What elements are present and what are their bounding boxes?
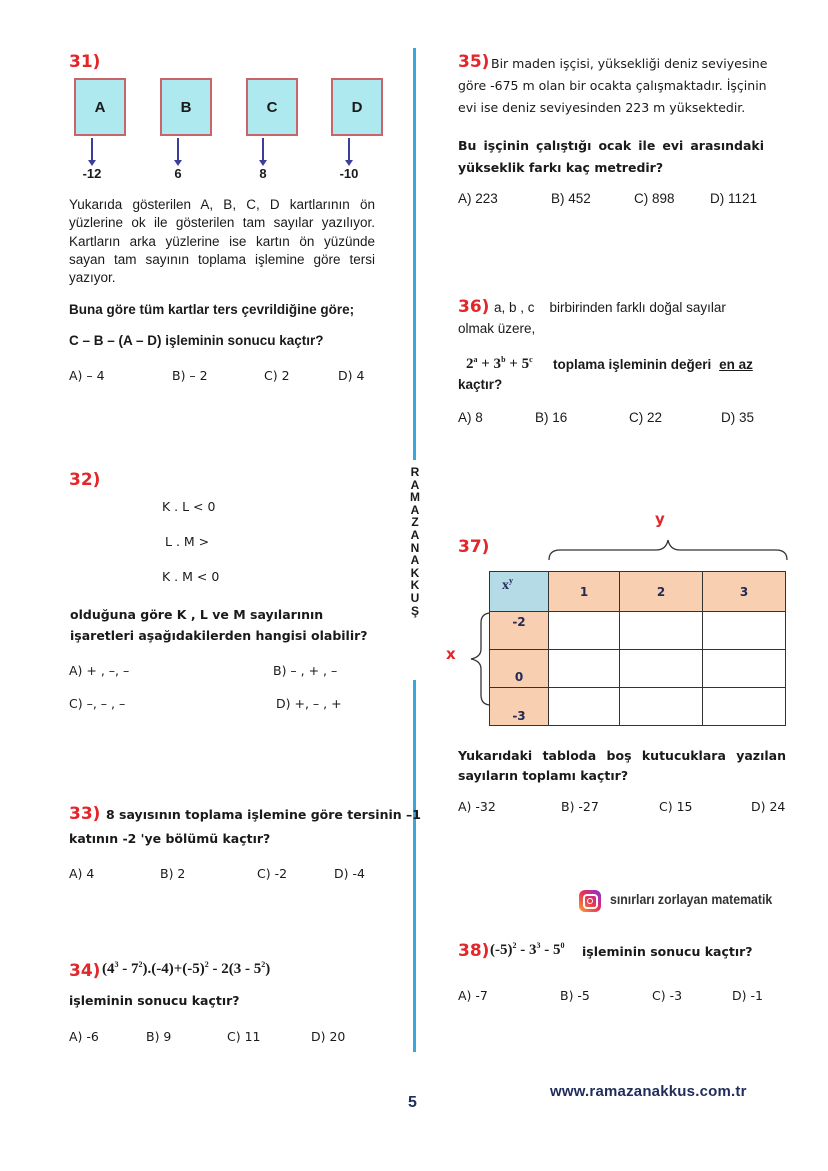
math-expression	[466, 355, 533, 373]
question-prompt: Yukarıdaki tabloda boş kutucuklara yazılan sayıların toplamı kaçtır?	[458, 748, 786, 783]
option-d[interactable]: D) 1121	[710, 191, 758, 206]
corner-exponent: y	[509, 576, 513, 585]
option-d[interactable]: D) 35	[721, 410, 755, 425]
prompt-emphasis: en az	[719, 357, 753, 372]
option-c[interactable]: C) 898	[634, 191, 675, 206]
exponent: 2	[204, 960, 209, 969]
option-d[interactable]: D) +, – , +	[276, 696, 342, 711]
author-letter: A	[410, 477, 420, 492]
option-a[interactable]: A) -7	[458, 988, 488, 1003]
power-table	[489, 571, 786, 726]
option-b[interactable]: B) 2	[160, 866, 186, 881]
card-c: C	[246, 78, 298, 136]
author-letter: N	[410, 540, 420, 555]
question-text: katının -2 'ye bölümü kaçtır?	[69, 831, 271, 846]
question-text: Yukarıda gösterilen A, B, C, D kartlarının ön yüzlerine ok ile gösterilen tam sayılar yazılıyor. Kartların arka yüzlerine ise kartın ön yüzünde sayan tam sayının toplama işlemine göre tersi yazıyor.	[69, 197, 375, 286]
question-number: 38)	[458, 941, 490, 961]
question-number: 31)	[69, 52, 101, 72]
arrow-down-icon	[91, 138, 93, 162]
empty-cell	[703, 612, 786, 650]
empty-cell	[549, 650, 620, 688]
question-number: 34)	[69, 961, 101, 981]
question-text: işleminin sonucu kaçtır?	[69, 993, 240, 1008]
question-prompt: Buna göre tüm kartlar ters çevrildiğine göre;	[69, 302, 355, 317]
option-a[interactable]: A) 223	[458, 191, 498, 206]
math-expression	[102, 960, 270, 978]
row-header: -3	[490, 688, 549, 726]
column-header: 2	[620, 572, 703, 612]
option-a[interactable]: A) -32	[458, 799, 496, 814]
card-c-value: 8	[259, 166, 267, 181]
author-letter: Z	[411, 515, 419, 530]
card-a: A	[74, 78, 126, 136]
curly-brace-icon	[548, 538, 788, 562]
card-d-value: -10	[339, 166, 359, 181]
exponent: 2	[138, 960, 143, 969]
empty-cell	[549, 612, 620, 650]
y-label: y	[655, 510, 665, 528]
author-letter: K	[410, 565, 420, 580]
option-c[interactable]: C) 22	[629, 410, 663, 425]
option-d[interactable]: D) 4	[338, 368, 365, 383]
expr-part: - 3	[516, 942, 537, 958]
arrow-down-icon	[262, 138, 264, 162]
exponent: 2	[512, 941, 517, 950]
option-c[interactable]: C) -2	[257, 866, 288, 881]
question-text: Bir maden işçisi, yüksekliği deniz seviyesine	[491, 56, 768, 71]
arrow-down-icon	[348, 138, 350, 162]
option-d[interactable]: D) -1	[732, 988, 763, 1003]
empty-cell	[703, 688, 786, 726]
author-letter: M	[410, 490, 420, 505]
exponent: 0	[560, 941, 565, 950]
expr-part: )	[265, 961, 271, 977]
question-text: göre -675 m olan bir ocakta çalışmaktadır. İşçinin	[458, 78, 767, 93]
vertical-author-name	[408, 466, 422, 617]
option-c[interactable]: C) 15	[659, 799, 693, 814]
empty-cell	[620, 650, 703, 688]
card-b-value: 6	[174, 166, 182, 181]
expr-part: (4	[102, 961, 115, 977]
arrow-down-icon	[177, 138, 179, 162]
math-expression	[490, 941, 565, 959]
option-c[interactable]: C) 2	[264, 368, 290, 383]
condition-3: K . M < 0	[162, 569, 220, 584]
option-b[interactable]: B) 452	[551, 191, 591, 206]
author-letter: A	[410, 527, 420, 542]
question-text: 8 sayısının toplama işlemine göre tersinin –1	[106, 807, 421, 822]
expr-part: (-5)	[490, 942, 513, 958]
question-number: 37)	[458, 537, 490, 557]
expr-part: + 3	[477, 356, 502, 372]
option-b[interactable]: B) 16	[535, 410, 568, 425]
option-b[interactable]: B) 9	[146, 1029, 172, 1044]
option-d[interactable]: D) -4	[334, 866, 365, 881]
table-corner	[490, 572, 549, 612]
instagram-icon	[579, 890, 601, 912]
condition-2: L . M >	[165, 534, 210, 549]
expr-part: - 5	[540, 942, 561, 958]
exponent: 3	[114, 960, 119, 969]
question-prompt	[553, 357, 753, 372]
question-text: evi ise deniz seviyesinden 223 m yüksektedir.	[458, 100, 746, 115]
question-number: 35)	[458, 52, 490, 72]
x-label: x	[446, 645, 456, 663]
option-b[interactable]: B) -27	[561, 799, 599, 814]
author-letter: A	[410, 502, 420, 517]
column-divider-bottom	[413, 680, 416, 1052]
question-prompt: C – B – (A – D) işleminin sonucu kaçtır?	[69, 333, 324, 348]
question-number: 33)	[69, 804, 101, 824]
option-a[interactable]: A) 4	[69, 866, 95, 881]
card-d: D	[331, 78, 383, 136]
exponent: a	[473, 355, 478, 364]
card-b: B	[160, 78, 212, 136]
empty-cell	[703, 650, 786, 688]
option-d[interactable]: D) 20	[311, 1029, 346, 1044]
question-text: olmak üzere,	[458, 321, 536, 336]
option-a[interactable]: A) -6	[69, 1029, 99, 1044]
option-a[interactable]: A) 8	[458, 410, 483, 425]
exponent: 3	[536, 941, 541, 950]
question-number: 32)	[69, 470, 101, 490]
author-letter: K	[410, 578, 420, 593]
author-letter: A	[410, 553, 420, 568]
expr-part: 2	[466, 356, 474, 372]
author-letter: R	[410, 465, 420, 479]
option-b[interactable]: B) -5	[560, 988, 590, 1003]
column-divider-top	[413, 48, 416, 460]
option-c[interactable]: C) 11	[227, 1029, 261, 1044]
empty-cell	[620, 688, 703, 726]
corner-base: x	[502, 578, 509, 593]
question-prompt: Bu işçinin çalıştığı ocak ile evi arasındaki yükseklik farkı kaç metredir?	[458, 138, 764, 175]
row-header: -2	[490, 612, 549, 650]
option-d[interactable]: D) 24	[751, 799, 786, 814]
option-a[interactable]: A) + , –, –	[69, 663, 130, 678]
author-letter: U	[410, 590, 420, 605]
option-c[interactable]: C) –, – , –	[69, 696, 126, 711]
question-text: olduğuna göre K , L ve M sayılarının işaretleri aşağıdakilerden hangisi olabilir?	[70, 607, 368, 643]
empty-cell	[620, 612, 703, 650]
card-a-value: -12	[82, 166, 102, 181]
column-header: 1	[549, 572, 620, 612]
column-header: 3	[703, 572, 786, 612]
condition-1: K . L < 0	[162, 499, 216, 514]
empty-cell	[549, 688, 620, 726]
expr-part: ).(-4)+(-5)	[142, 961, 205, 977]
prompt-text: toplama işleminin değeri	[553, 357, 712, 372]
option-b[interactable]: B) – 2	[172, 368, 208, 383]
question-text: işleminin sonucu kaçtır?	[582, 944, 753, 959]
option-c[interactable]: C) -3	[652, 988, 683, 1003]
expr-part: - 7	[118, 961, 139, 977]
question-number: 36)	[458, 297, 490, 317]
question-prompt: kaçtır?	[458, 377, 503, 392]
exponent: c	[529, 355, 533, 364]
website-link[interactable]: www.ramazanakkus.com.tr	[550, 1083, 747, 1100]
row-header: 0	[490, 650, 549, 688]
expr-part: + 5	[505, 356, 530, 372]
social-handle: sınırları zorlayan matematik	[610, 891, 773, 907]
question-text: a, b , c birbirinden farklı doğal sayılar	[494, 300, 726, 315]
option-b[interactable]: B) – , + , –	[273, 663, 338, 678]
author-letter: Ş	[410, 603, 419, 618]
expr-part: - 2(3 - 5	[208, 961, 262, 977]
option-a[interactable]: A) – 4	[69, 368, 105, 383]
page-number: 5	[408, 1094, 417, 1111]
exponent: 2	[261, 960, 266, 969]
exponent: b	[501, 355, 506, 364]
